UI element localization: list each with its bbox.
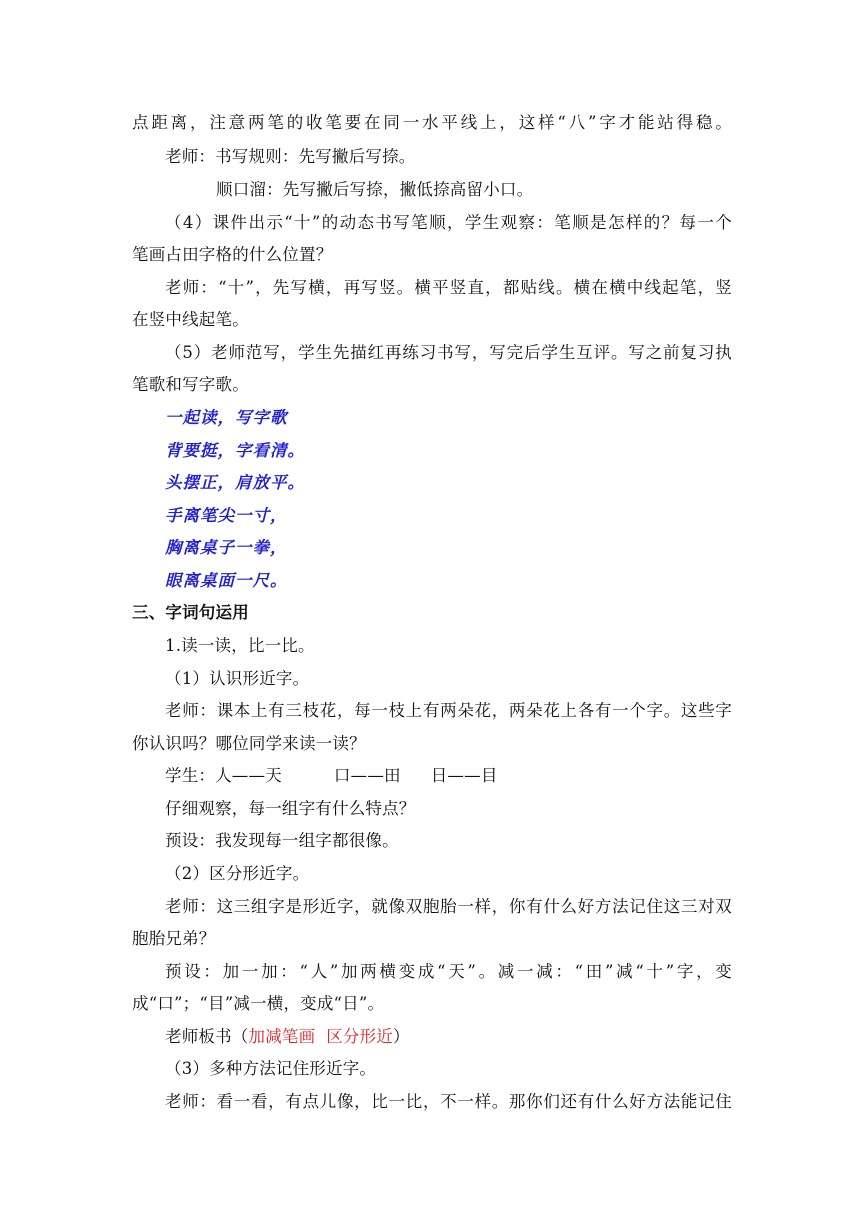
board-highlight: 加减笔画 区分形近 (248, 1027, 393, 1046)
board-line (165, 1026, 410, 1048)
paragraph-line: 老师：“十”，先写横，再写竖。横平竖直，都贴线。横在横中线起笔，竖 (165, 278, 732, 297)
board-suffix: ） (393, 1027, 410, 1046)
paragraph-line: 胞胎兄弟？ (132, 929, 216, 948)
song-line: 头摆正，肩放平。 (165, 473, 305, 492)
paragraph-line: 在竖中线起笔。 (132, 310, 249, 329)
paragraph-line: 1.读一读，比一比。 (165, 636, 315, 655)
char-pair: 口——田 (333, 766, 401, 785)
char-pair: 日——目 (430, 766, 498, 785)
board-prefix: 老师板书（ (165, 1027, 249, 1046)
paragraph-line: （4）课件出示“十”的动态书写笔顺，学生观察：笔顺是怎样的？每一个 (165, 213, 732, 232)
song-line: 胸离桌子一拳， (165, 538, 288, 557)
paragraph-line: （2）区分形近字。 (165, 864, 310, 883)
paragraph-line: 老师：书写规则：先写撇后写捺。 (165, 147, 416, 166)
song-line: 一起读，写字歌 (165, 408, 288, 427)
paragraph-line: 预设：加一加：“人”加两横变成“天”。减一减：“田”减“十”字，变 (165, 962, 732, 981)
paragraph-line: 老师：这三组字是形近字，就像双胞胎一样，你有什么好方法记住这三对双 (165, 897, 732, 916)
song-line: 背要挺，字看清。 (165, 441, 305, 460)
paragraph-line: （3）多种方法记住形近字。 (165, 1059, 377, 1078)
paragraph-line: （5）老师范写，学生先描红再练习书写，写完后学生互评。写之前复习执 (165, 343, 732, 362)
paragraph-line: （1）认识形近字。 (165, 669, 310, 688)
char-pair: 人——天 (215, 766, 282, 785)
section-heading: 三、字词句运用 (132, 603, 249, 622)
song-line: 手离笔尖一寸， (165, 506, 288, 525)
paragraph-line: 你认识吗？哪位同学来读一读？ (132, 734, 366, 753)
paragraph-line: 老师：看一看，有点儿像，比一比，不一样。那你们还有什么好方法能记住 (165, 1092, 732, 1111)
student-label: 学生： (165, 766, 216, 785)
paragraph-line: 预设：我发现每一组字都很像。 (165, 831, 399, 850)
paragraph-line: 笔画占田字格的什么位置？ (132, 245, 333, 264)
paragraph-line: 仔细观察，每一组字有什么特点？ (165, 799, 416, 818)
paragraph-line: 顺口溜：先写撇后写捺，撇低捺高留小口。 (216, 180, 534, 199)
paragraph-line: 笔歌和写字歌。 (132, 375, 249, 394)
paragraph-line: 点距离，注意两笔的收笔要在同一水平线上，这样“八”字才能站得稳。 (132, 113, 732, 132)
student-pairs-line (165, 765, 498, 787)
paragraph-line: 成“口”；“目”减一横，变成“日”。 (132, 994, 385, 1013)
song-line: 眼离桌面一尺。 (165, 571, 288, 590)
paragraph-line: 老师：课本上有三枝花，每一枝上有两朵花，两朵花上各有一个字。这些字 (165, 701, 732, 720)
